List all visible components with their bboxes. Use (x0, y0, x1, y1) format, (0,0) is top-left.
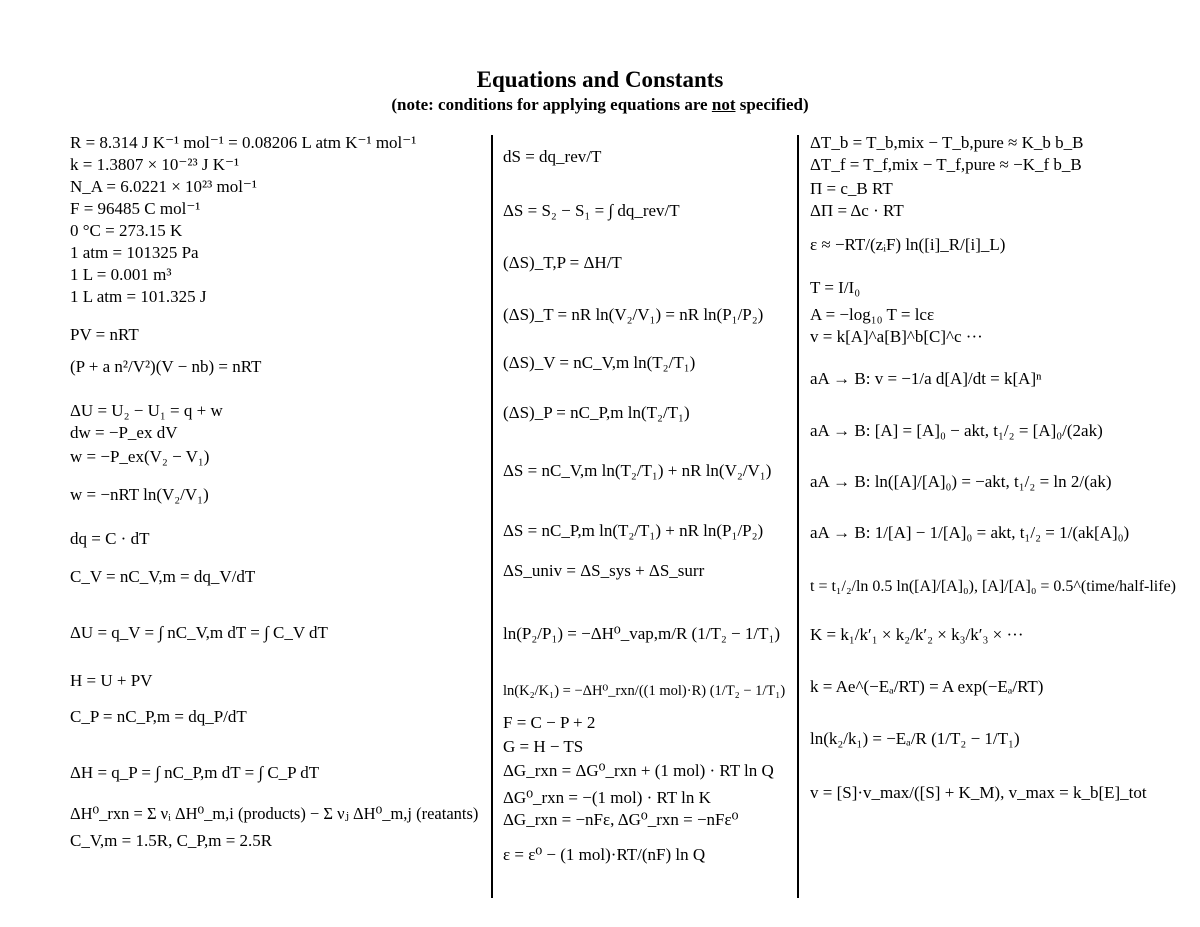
column2-equation-8: ΔS = nC_P,m ln(T₂/T₁) + nR ln(P₁/P₂) (503, 521, 764, 540)
column-divider-2 (797, 135, 799, 898)
column3-equation-16: ln(k₂/k₁) = −Eₐ/R (1/T₂ − 1/T₁) (810, 729, 1020, 748)
column2-equation-10: ln(P₂/P₁) = −ΔH⁰_vap,m/R (1/T₂ − 1/T₁) (503, 624, 781, 643)
column3-equation-1: ΔT_b = T_b,mix − T_b,pure ≈ K_b b_B (810, 133, 1084, 152)
column3-equation-6: T = I/I₀ (810, 278, 861, 297)
column2-equation-9: ΔS_univ = ΔS_sys + ΔS_surr (503, 561, 705, 580)
column1-equation-12: dw = −P_ex dV (70, 423, 178, 442)
column3-equation-17: v = [S]·v_max/([S] + K_M), v_max = k_b[E]_tot (810, 783, 1147, 802)
column1-equation-21: ΔH⁰_rxn = Σ νᵢ ΔH⁰_m,i (products) − Σ νⱼ ΔH⁰_m,j (reatants) (70, 804, 479, 823)
column3-equation-11: aA → B: ln([A]/[A]₀) = −akt, t₁/₂ = ln 2/(ak) (810, 472, 1112, 491)
column2-equation-2: ΔS = S₂ − S₁ = ∫ dq_rev/T (503, 201, 680, 220)
column3-equation-5: ε ≈ −RT/(zᵢF) ln([i]_R/[i]_L) (810, 235, 1006, 254)
column2-equation-16: ΔG_rxn = −nFε, ΔG⁰_rxn = −nFε⁰ (503, 810, 739, 829)
column3-equation-9: aA → B: v = −1/a d[A]/dt = k[A]ⁿ (810, 369, 1042, 388)
column2-equation-5: (ΔS)_V = nC_V,m ln(T₂/T₁) (503, 353, 696, 372)
column1-equation-7: 1 L = 0.001 m³ (70, 265, 172, 284)
column2-equation-13: G = H − TS (503, 737, 584, 756)
column3-equation-12: aA → B: 1/[A] − 1/[A]₀ = akt, t₁/₂ = 1/(ak[A]₀) (810, 523, 1130, 542)
column2-equation-15: ΔG⁰_rxn = −(1 mol) · RT ln K (503, 788, 711, 807)
column3-equation-14: K = k₁/k′₁ × k₂/k′₂ × k₃/k′₃ × ··· (810, 625, 1024, 644)
column1-equation-17: ΔU = q_V = ∫ nC_V,m dT = ∫ C_V dT (70, 623, 328, 642)
column1-equation-5: 0 °C = 273.15 K (70, 221, 183, 240)
column1-equation-19: C_P = nC_P,m = dq_P/dT (70, 707, 247, 726)
column1-equation-4: F = 96485 C mol⁻¹ (70, 199, 201, 218)
column1-equation-1: R = 8.314 J K⁻¹ mol⁻¹ = 0.08206 L atm K⁻¹ mol⁻¹ (70, 133, 417, 152)
column2-equation-14: ΔG_rxn = ΔG⁰_rxn + (1 mol) · RT ln Q (503, 761, 774, 780)
column1-equation-2: k = 1.3807 × 10⁻²³ J K⁻¹ (70, 155, 240, 174)
column2-equation-6: (ΔS)_P = nC_P,m ln(T₂/T₁) (503, 403, 690, 422)
column2-equation-11: ln(K₂/K₁) = −ΔH⁰_rxn/((1 mol)·R) (1/T₂ − 1/T₁) (503, 683, 786, 699)
page-subtitle (0, 95, 1200, 115)
column1-equation-15: dq = C · dT (70, 529, 150, 548)
column2-equation-4: (ΔS)_T = nR ln(V₂/V₁) = nR ln(P₁/P₂) (503, 305, 764, 324)
column2-equation-3: (ΔS)_T,P = ΔH/T (503, 253, 622, 272)
column1-equation-13: w = −P_ex(V₂ − V₁) (70, 447, 210, 466)
column1-equation-22: C_V,m = 1.5R, C_P,m = 2.5R (70, 831, 273, 850)
column1-equation-11: ΔU = U₂ − U₁ = q + w (70, 401, 223, 420)
subtitle-suffix: specified) (739, 95, 809, 114)
column2-equation-17: ε = ε⁰ − (1 mol)·RT/(nF) ln Q (503, 845, 706, 864)
column3-equation-13: t = t₁/₂/ln 0.5 ln([A]/[A]₀), [A]/[A]₀ = 0.5^(time/half-life) (810, 578, 1176, 595)
column2-equation-1: dS = dq_rev/T (503, 147, 602, 166)
column-divider-1 (491, 135, 493, 898)
column3-equation-2: ΔT_f = T_f,mix − T_f,pure ≈ −K_f b_B (810, 155, 1082, 174)
column1-equation-8: 1 L atm = 101.325 J (70, 287, 207, 306)
column1-equation-16: C_V = nC_V,m = dq_V/dT (70, 567, 256, 586)
column3-equation-8: v = k[A]^a[B]^b[C]^c ··· (810, 327, 983, 346)
column1-equation-3: N_A = 6.0221 × 10²³ mol⁻¹ (70, 177, 257, 196)
column3-equation-3: Π = c_B RT (810, 179, 893, 198)
subtitle-prefix: (note: conditions for applying equations are (391, 95, 708, 114)
subtitle-emphasis: not (711, 95, 736, 114)
column1-equation-9: PV = nRT (70, 325, 139, 344)
column2-equation-7: ΔS = nC_V,m ln(T₂/T₁) + nR ln(V₂/V₁) (503, 461, 772, 480)
column3-equation-4: ΔΠ = Δc · RT (810, 201, 904, 220)
column1-equation-20: ΔH = q_P = ∫ nC_P,m dT = ∫ C_P dT (70, 763, 320, 782)
column1-equation-10: (P + a n²/V²)(V − nb) = nRT (70, 357, 262, 376)
column1-equation-14: w = −nRT ln(V₂/V₁) (70, 485, 209, 504)
column3-equation-10: aA → B: [A] = [A]₀ − akt, t₁/₂ = [A]₀/(2ak) (810, 421, 1103, 440)
column1-equation-6: 1 atm = 101325 Pa (70, 243, 199, 262)
column3-equation-15: k = Ae^(−Eₐ/RT) = A exp(−Eₐ/RT) (810, 677, 1044, 696)
page-title: Equations and Constants (476, 67, 724, 92)
column2-equation-12: F = C − P + 2 (503, 713, 596, 732)
column1-equation-18: H = U + PV (70, 671, 153, 690)
column3-equation-7: A = −log₁₀ T = lcε (810, 305, 935, 324)
